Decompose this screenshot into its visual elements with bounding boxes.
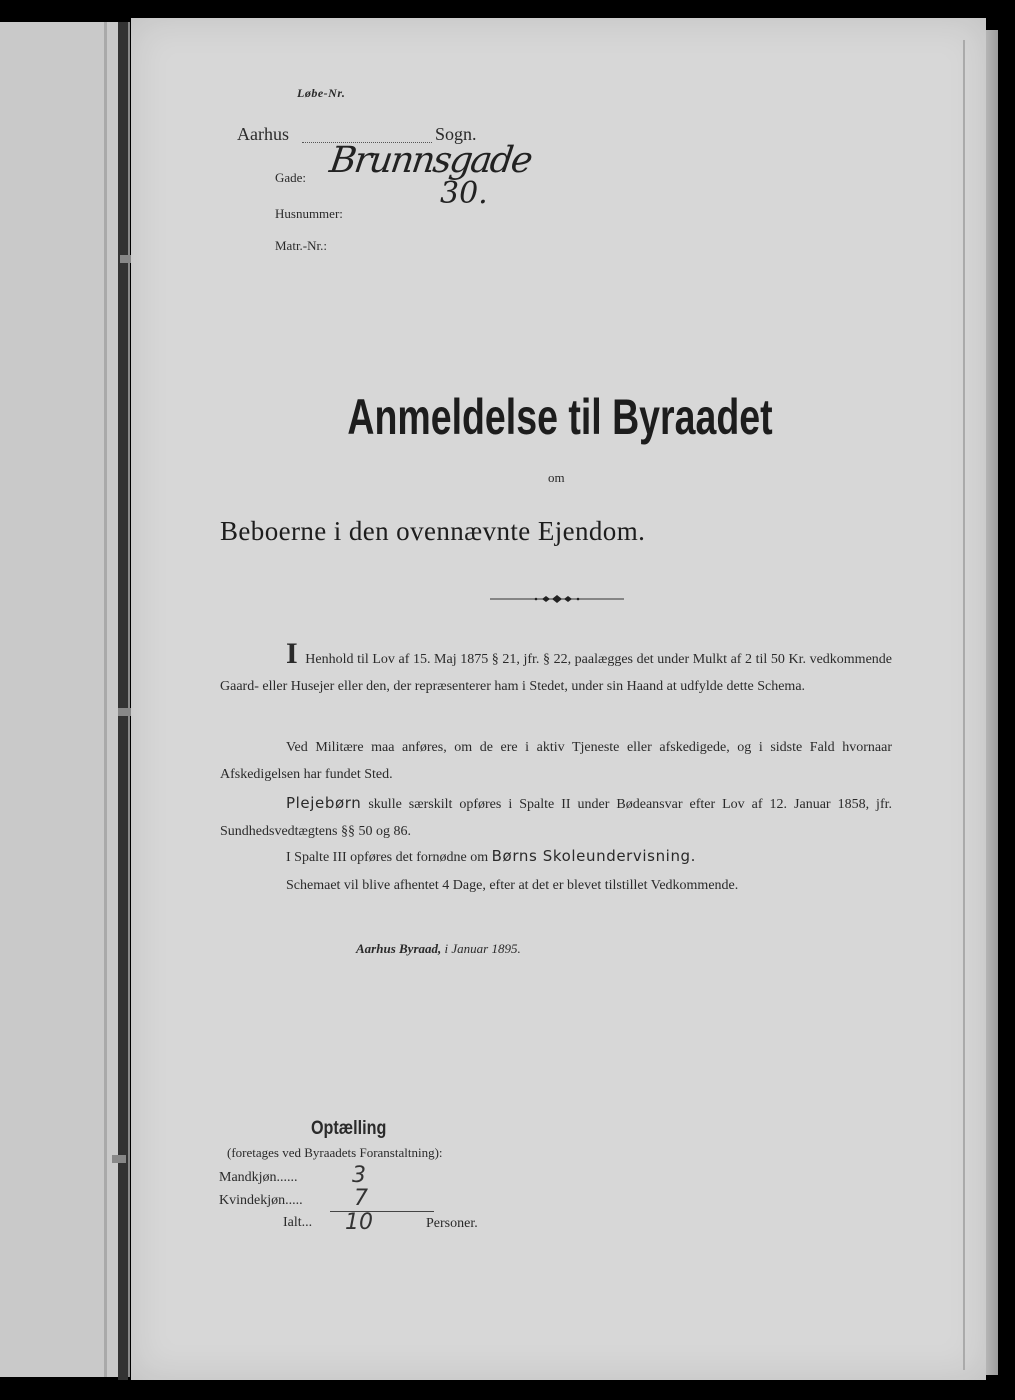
count-subtitle: (foretages ved Byraadets Foranstaltning): [227,1145,443,1160]
husnummer-label: Husnummer: [275,206,343,221]
drop-cap: I [286,637,298,670]
paragraph-text: skulle særskilt opføres i Spalte II under Bødeansvar efter Lov af 12. Januar 1858, jfr. Sundhedsvedtægtens §§ 50 og 86. [220,797,893,839]
skoleundervisning-emphasis: Børns Skoleundervisning. [491,847,697,865]
paragraph-text: I Spalte III opføres det fornødne om [286,850,489,865]
title-connector: om [548,470,565,485]
paragraph-text: Henhold til Lov af 15. Maj 1875 § 21, jfr. § 22, paalægges det under Mulkt af 2 til 50 Kr. vedkommende Gaard- eller Husejer eller den, der repræsenterer ham i Stedet, under sin Haand at udfylde dette Schema. [220,652,892,694]
husnummer-handwritten-value: 30. [440,176,488,211]
plejeborn-emphasis: Plejebørn [286,794,362,812]
mandkjon-value: 3 [352,1163,366,1188]
ialt-value: 10 [345,1210,373,1235]
matr-nr-label: Matr.-Nr.: [275,238,327,253]
document-subtitle: Beboerne i den ovennævnte Ejendom. [220,516,646,546]
paragraph-text: Ved Militære maa anføres, om de ere i aktiv Tjeneste eller afskedigede, og i sidste Fald hvornaar Afskedigelsen har fundet Sted. [220,740,892,782]
gade-handwritten-value: Brunnsgade [327,140,534,181]
book-binding [118,22,128,1380]
gade-label: Gade: [275,170,307,185]
binding-clip [112,1155,126,1163]
instruction-paragraph-5 [220,872,892,899]
city-label: Aarhus [237,124,289,144]
ialt-label: Ialt... [283,1215,313,1230]
kvindekjon-label: Kvindekjøn..... [219,1193,303,1208]
document-title: Anmeldelse til Byraadet [347,389,773,445]
count-title: Optælling [311,1118,387,1139]
instruction-paragraph-2 [220,734,892,788]
signature-name: Aarhus Byraad, [356,941,442,956]
instruction-paragraph-4 [220,843,892,871]
paragraph-text: Schemaet vil blive afhentet 4 Dage, efter at det er blevet tilstillet Vedkommende. [286,878,739,893]
page-edge-line [963,40,965,1370]
page-fold [104,22,107,1377]
mandkjon-label: Mandkjøn...... [219,1170,298,1185]
binding-clip [118,708,132,716]
loebe-nr-label: Løbe-Nr. [297,86,346,100]
sogn-label: Sogn. [435,124,477,144]
instruction-paragraph-3 [220,790,892,845]
ornament-divider [490,594,624,604]
personer-label: Personer. [426,1216,478,1231]
instruction-paragraph-1 [220,637,892,700]
signature-date: i Januar 1895. [444,941,521,956]
signature-line [356,941,521,957]
previous-page [0,22,130,1377]
kvindekjon-value: 7 [354,1186,368,1211]
